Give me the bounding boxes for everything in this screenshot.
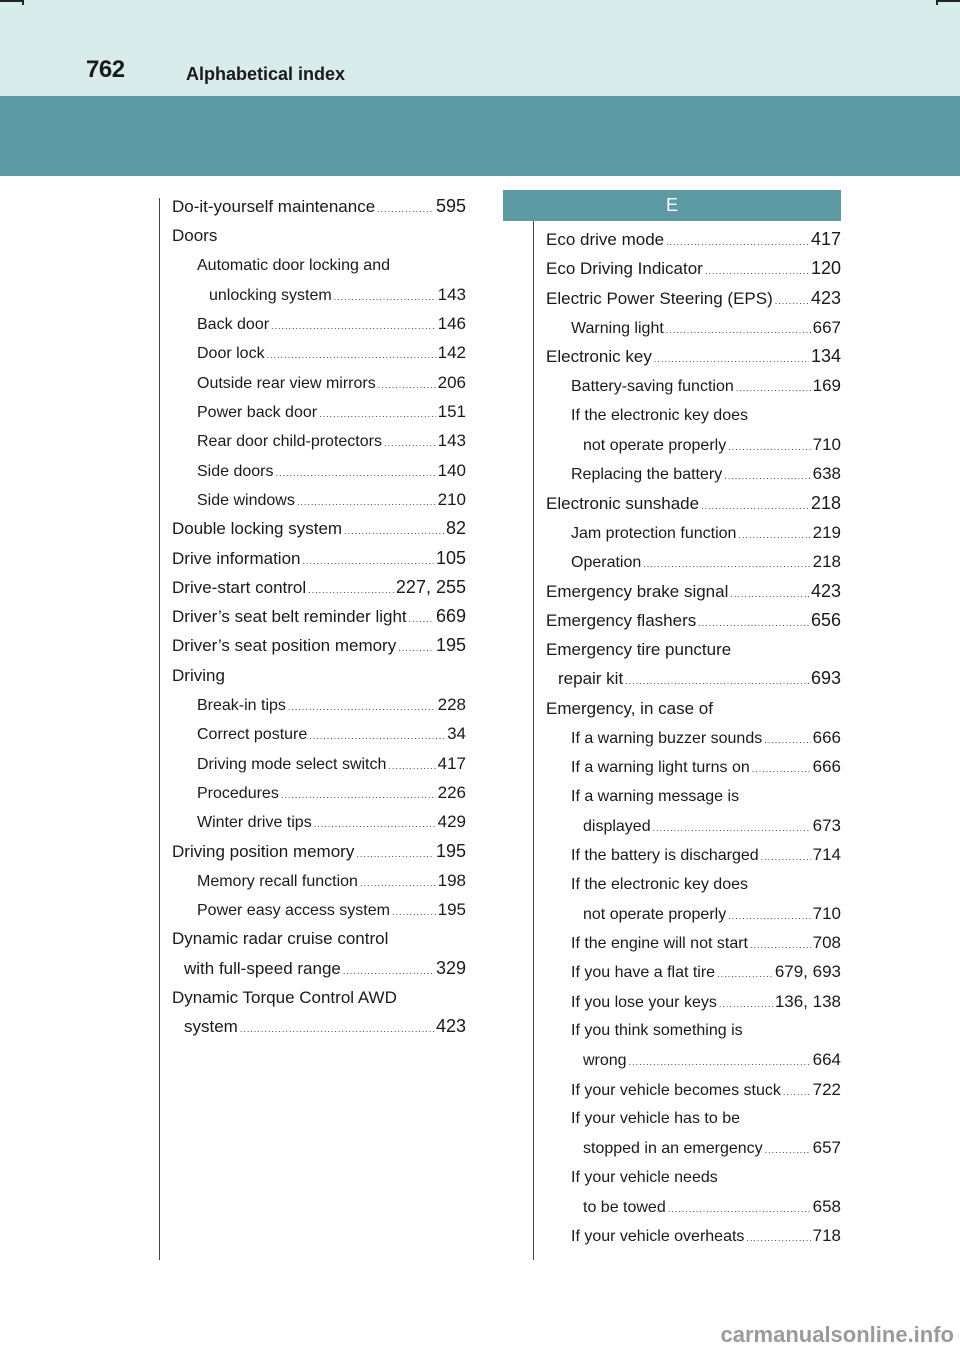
- index-entry-page[interactable]: 679, 693: [774, 962, 841, 982]
- leader-dots: [643, 550, 810, 579]
- index-entry-page[interactable]: 143: [437, 284, 466, 304]
- index-entry-page[interactable]: 417: [437, 753, 466, 773]
- index-column-left: [172, 192, 466, 1042]
- index-entry: [546, 225, 841, 254]
- index-entry-page[interactable]: 143: [437, 431, 466, 451]
- index-entry-label: displayed: [583, 817, 651, 835]
- index-entry: [546, 870, 841, 899]
- index-entry-label: If the electronic key does: [571, 406, 748, 424]
- leader-dots: [719, 990, 773, 1019]
- index-entry: [546, 342, 841, 371]
- index-entry: [546, 782, 841, 811]
- index-entry-label: If the engine will not start: [571, 935, 748, 953]
- index-entry-page[interactable]: 423: [435, 1016, 466, 1037]
- index-entry-page[interactable]: 638: [812, 464, 841, 484]
- leader-dots: [288, 693, 436, 722]
- index-entry-page[interactable]: 673: [812, 815, 841, 835]
- index-entry: [546, 606, 841, 635]
- leader-dots: [750, 931, 811, 960]
- index-entry-label: Drive-start control: [172, 577, 307, 597]
- leader-dots: [343, 957, 434, 986]
- crop-mark-right: [938, 0, 960, 2]
- index-entry: [172, 1012, 466, 1041]
- index-entry-label: Operation: [571, 554, 642, 572]
- index-entry-page[interactable]: 722: [812, 1079, 841, 1099]
- leader-dots: [783, 1078, 811, 1107]
- leader-dots: [281, 781, 436, 810]
- index-entry-label: Back door: [197, 316, 270, 334]
- leader-dots: [377, 195, 434, 224]
- index-entry: [546, 811, 841, 840]
- leader-dots: [668, 1195, 811, 1224]
- index-entry-page[interactable]: 146: [437, 314, 466, 334]
- leader-dots: [738, 521, 810, 550]
- leader-dots: [666, 316, 811, 345]
- index-entry-page[interactable]: 120: [810, 258, 841, 279]
- leader-dots: [378, 371, 436, 400]
- index-entry: [172, 251, 466, 280]
- index-entry: [172, 983, 466, 1012]
- index-entry-label: stopped in an emergency: [583, 1140, 763, 1158]
- leader-dots: [303, 547, 434, 576]
- index-entry-page[interactable]: 708: [812, 933, 841, 953]
- index-entry: [172, 866, 466, 895]
- index-entry: [172, 719, 466, 748]
- leader-dots: [654, 345, 809, 374]
- index-entry-page[interactable]: 140: [437, 460, 466, 480]
- index-entry-label: Electronic key: [546, 347, 652, 367]
- leader-dots: [653, 814, 811, 843]
- index-entry: [172, 426, 466, 455]
- index-entry: [546, 840, 841, 869]
- index-entry-label: Emergency, in case of: [546, 698, 713, 718]
- index-entry-page[interactable]: 206: [437, 372, 466, 392]
- leader-dots: [392, 898, 436, 927]
- index-entry: [546, 1192, 841, 1221]
- index-entry-page[interactable]: 195: [437, 900, 466, 920]
- index-entry: [172, 221, 466, 250]
- index-entry: [172, 778, 466, 807]
- index-entry: [546, 547, 841, 576]
- index-entry-label: If you lose your keys: [571, 993, 717, 1011]
- index-entry: [172, 485, 466, 514]
- index-entry: [546, 371, 841, 400]
- index-entry-page[interactable]: 714: [812, 845, 841, 865]
- index-entry-label: Drive information: [172, 548, 301, 568]
- index-entry-label: If your vehicle becomes stuck: [571, 1081, 781, 1099]
- index-entry-label: Double locking system: [172, 519, 343, 539]
- index-entry-label: Memory recall function: [197, 872, 358, 890]
- index-entry-label: Doors: [172, 226, 218, 246]
- leader-dots: [724, 462, 810, 491]
- index-entry-label: Driving position memory: [172, 841, 355, 861]
- index-entry-label: If a warning light turns on: [571, 759, 750, 777]
- index-entry: [546, 899, 841, 928]
- index-entry: [172, 924, 466, 953]
- section-title: Alphabetical index: [186, 64, 346, 84]
- index-entry: [546, 577, 841, 606]
- leader-dots: [276, 459, 436, 488]
- index-entry-page[interactable]: 423: [810, 580, 841, 601]
- index-entry: [172, 631, 466, 660]
- index-entry-label: Break-in tips: [197, 697, 286, 715]
- index-entry-label: Outside rear view mirrors: [197, 374, 376, 392]
- left-column-rule: [159, 198, 160, 1260]
- leader-dots: [666, 228, 809, 257]
- index-entry-label: Emergency brake signal: [546, 581, 729, 601]
- leader-dots: [384, 429, 436, 458]
- index-entry-label: Door lock: [197, 345, 265, 363]
- leader-dots: [409, 605, 434, 634]
- header-band: [0, 0, 960, 96]
- leader-dots: [736, 374, 811, 403]
- index-entry-label: wrong: [583, 1052, 627, 1070]
- index-entry-page[interactable]: 195: [435, 840, 466, 861]
- index-entry-label: Electronic sunshade: [546, 493, 700, 513]
- index-entry: [546, 1045, 841, 1074]
- index-entry: [172, 690, 466, 719]
- index-entry-label: Winter drive tips: [197, 814, 312, 832]
- index-entry-label: not operate properly: [583, 437, 727, 455]
- index-entry-page[interactable]: 718: [812, 1226, 841, 1246]
- index-entry-page[interactable]: 34: [447, 724, 466, 744]
- leader-dots: [698, 609, 809, 638]
- index-entry-page[interactable]: 218: [812, 552, 841, 572]
- index-entry: [546, 928, 841, 957]
- index-entry: [546, 518, 841, 547]
- index-entry-label: Eco Driving Indicator: [546, 259, 703, 279]
- index-entry-label: Driver’s seat position memory: [172, 636, 397, 656]
- index-column-right: [546, 225, 841, 1250]
- index-entry-page[interactable]: 664: [812, 1050, 841, 1070]
- index-entry-label: Emergency flashers: [546, 610, 697, 630]
- index-entry-label: Electric Power Steering (EPS): [546, 288, 773, 308]
- index-entry-page[interactable]: 429: [437, 812, 466, 832]
- index-entry-page[interactable]: 228: [437, 695, 466, 715]
- header-accent-band: [0, 96, 960, 176]
- index-entry: [172, 954, 466, 983]
- index-entry: [546, 489, 841, 518]
- index-entry: [546, 1016, 841, 1045]
- index-entry: [172, 895, 466, 924]
- index-entry-page[interactable]: 142: [437, 343, 466, 363]
- index-entry-page[interactable]: 105: [435, 547, 466, 568]
- watermark: carmanualsonline.info: [720, 1322, 954, 1347]
- index-entry-label: Driving mode select switch: [197, 755, 387, 773]
- index-entry: [546, 664, 841, 693]
- index-entry-label: Eco drive mode: [546, 230, 665, 249]
- leader-dots: [356, 840, 434, 869]
- leader-dots: [746, 1224, 810, 1253]
- index-entry-page[interactable]: 666: [812, 728, 841, 748]
- index-entry-label: If you think something is: [571, 1022, 743, 1040]
- index-entry-label: repair kit: [558, 669, 624, 689]
- leader-dots: [765, 1136, 811, 1165]
- index-entry: [546, 1163, 841, 1192]
- index-entry: [546, 284, 841, 313]
- index-entry-label: Side doors: [197, 462, 274, 480]
- index-entry: [546, 313, 841, 342]
- index-entry-label: If your vehicle needs: [571, 1168, 718, 1186]
- index-entry: [172, 397, 466, 426]
- index-entry: [546, 957, 841, 986]
- index-entry-label: Side windows: [197, 491, 295, 509]
- leader-dots: [701, 492, 809, 521]
- index-entry-label: Jam protection function: [571, 524, 737, 542]
- index-entry-label: Dynamic radar cruise control: [172, 929, 389, 949]
- index-entry-label: Driving: [172, 665, 225, 685]
- index-entry-label: Procedures: [197, 784, 279, 802]
- index-entry-label: Do-it-yourself maintenance: [172, 197, 376, 216]
- leader-dots: [398, 634, 434, 663]
- index-entry-page[interactable]: 226: [437, 782, 466, 802]
- leader-dots: [297, 488, 436, 517]
- index-entry: [172, 338, 466, 367]
- index-entry: [172, 749, 466, 778]
- index-entry-label: Driver’s seat belt reminder light: [172, 607, 407, 627]
- leader-dots: [728, 433, 810, 462]
- index-entry-page[interactable]: 667: [812, 317, 841, 337]
- leader-dots: [314, 810, 436, 839]
- crop-mark-left-vertical: [22, 0, 24, 5]
- index-entry: [546, 1104, 841, 1133]
- leader-dots: [334, 283, 436, 312]
- leader-dots: [775, 287, 809, 316]
- index-entry-page[interactable]: 658: [812, 1196, 841, 1216]
- index-entry-label: Power back door: [197, 404, 318, 422]
- index-entry: [172, 309, 466, 338]
- index-entry-page[interactable]: 82: [445, 518, 466, 539]
- index-entry: [546, 430, 841, 459]
- index-entry-label: If your vehicle overheats: [571, 1228, 745, 1246]
- index-entry-label: Dynamic Torque Control AWD: [172, 988, 397, 1008]
- index-entry: [172, 661, 466, 690]
- index-entry-page[interactable]: 136, 138: [774, 991, 841, 1011]
- leader-dots: [705, 257, 809, 286]
- index-entry-page[interactable]: 219: [812, 522, 841, 542]
- leader-dots: [761, 843, 811, 872]
- index-entry-page[interactable]: 198: [437, 870, 466, 890]
- crop-mark-right-vertical: [936, 0, 938, 5]
- index-entry-label: Battery-saving function: [571, 378, 734, 396]
- leader-dots: [728, 902, 810, 931]
- index-entry-label: not operate properly: [583, 905, 727, 923]
- index-entry-label: Correct posture: [197, 726, 308, 744]
- leader-dots: [271, 312, 436, 341]
- leader-dots: [764, 726, 810, 755]
- index-entry: [546, 254, 841, 283]
- index-entry-page[interactable]: 329: [435, 957, 466, 978]
- leader-dots: [267, 341, 436, 370]
- leader-dots: [730, 580, 809, 609]
- index-entry: [172, 807, 466, 836]
- index-entry-label: Replacing the battery: [571, 466, 723, 484]
- index-entry-label: to be towed: [583, 1198, 666, 1216]
- right-column-rule: [533, 220, 534, 1260]
- index-entry-page[interactable]: 669: [435, 606, 466, 627]
- index-entry-label: If you have a flat tire: [571, 964, 716, 982]
- index-entry: [172, 837, 466, 866]
- index-entry: [546, 635, 841, 664]
- index-entry-page[interactable]: 710: [812, 903, 841, 923]
- leader-dots: [629, 1048, 811, 1077]
- leader-dots: [308, 576, 394, 605]
- index-entry-page[interactable]: 169: [812, 376, 841, 396]
- index-entry: [546, 1221, 841, 1250]
- index-entry: [172, 280, 466, 309]
- index-entry-label: If a warning message is: [571, 787, 740, 805]
- index-entry-label: unlocking system: [209, 286, 332, 304]
- index-entry-label: If a warning buzzer sounds: [571, 730, 763, 748]
- leader-dots: [360, 869, 436, 898]
- index-entry-page[interactable]: 151: [437, 402, 466, 422]
- index-entry: [546, 459, 841, 488]
- index-entry-page[interactable]: 423: [810, 287, 841, 308]
- leader-dots: [388, 752, 435, 781]
- index-entry: [172, 514, 466, 543]
- index-entry-page[interactable]: 417: [810, 229, 841, 249]
- index-entry: [546, 1075, 841, 1104]
- leader-dots: [344, 517, 444, 546]
- leader-dots: [309, 722, 445, 751]
- leader-dots: [625, 667, 809, 696]
- index-entry-page[interactable]: 195: [435, 635, 466, 656]
- index-entry-page[interactable]: 693: [810, 668, 841, 689]
- index-entry-page[interactable]: 710: [812, 435, 841, 455]
- index-entry-label: Rear door child-protectors: [197, 433, 382, 451]
- leader-dots: [752, 755, 811, 784]
- index-entry-label: If the electronic key does: [571, 875, 748, 893]
- index-entry: [172, 544, 466, 573]
- index-entry: [546, 401, 841, 430]
- page-number: 762: [86, 56, 125, 83]
- index-entry: [172, 192, 466, 221]
- index-entry-page[interactable]: 134: [810, 346, 841, 367]
- index-entry-page[interactable]: 595: [435, 196, 466, 216]
- index-entry-label: system: [184, 1017, 238, 1037]
- index-entry: [172, 573, 466, 602]
- index-entry: [546, 723, 841, 752]
- index-entry-page[interactable]: 218: [810, 492, 841, 513]
- index-entry-page[interactable]: 210: [437, 489, 466, 509]
- leader-dots: [240, 1015, 434, 1044]
- index-entry: [172, 368, 466, 397]
- index-entry-page[interactable]: 657: [812, 1138, 841, 1158]
- index-entry-label: If the battery is discharged: [571, 847, 759, 865]
- index-entry-label: Emergency tire puncture: [546, 640, 732, 660]
- index-entry: [172, 456, 466, 485]
- index-entry-page[interactable]: 227, 255: [395, 576, 466, 597]
- index-entry-label: If your vehicle has to be: [571, 1109, 740, 1127]
- letter-heading-e: E: [503, 190, 841, 221]
- index-entry-page[interactable]: 656: [810, 609, 841, 630]
- index-entry: [546, 694, 841, 723]
- index-entry: [546, 1133, 841, 1162]
- index-entry-label: Automatic door locking and: [197, 256, 390, 274]
- index-entry-label: Warning light: [571, 319, 664, 337]
- leader-dots: [717, 960, 773, 989]
- index-entry-label: with full-speed range: [184, 958, 341, 978]
- crop-mark-left: [0, 0, 22, 2]
- index-entry-label: Power easy access system: [197, 902, 390, 920]
- index-entry: [546, 752, 841, 781]
- index-entry: [546, 987, 841, 1016]
- index-entry-page[interactable]: 666: [812, 757, 841, 777]
- index-entry: [172, 602, 466, 631]
- leader-dots: [319, 400, 436, 429]
